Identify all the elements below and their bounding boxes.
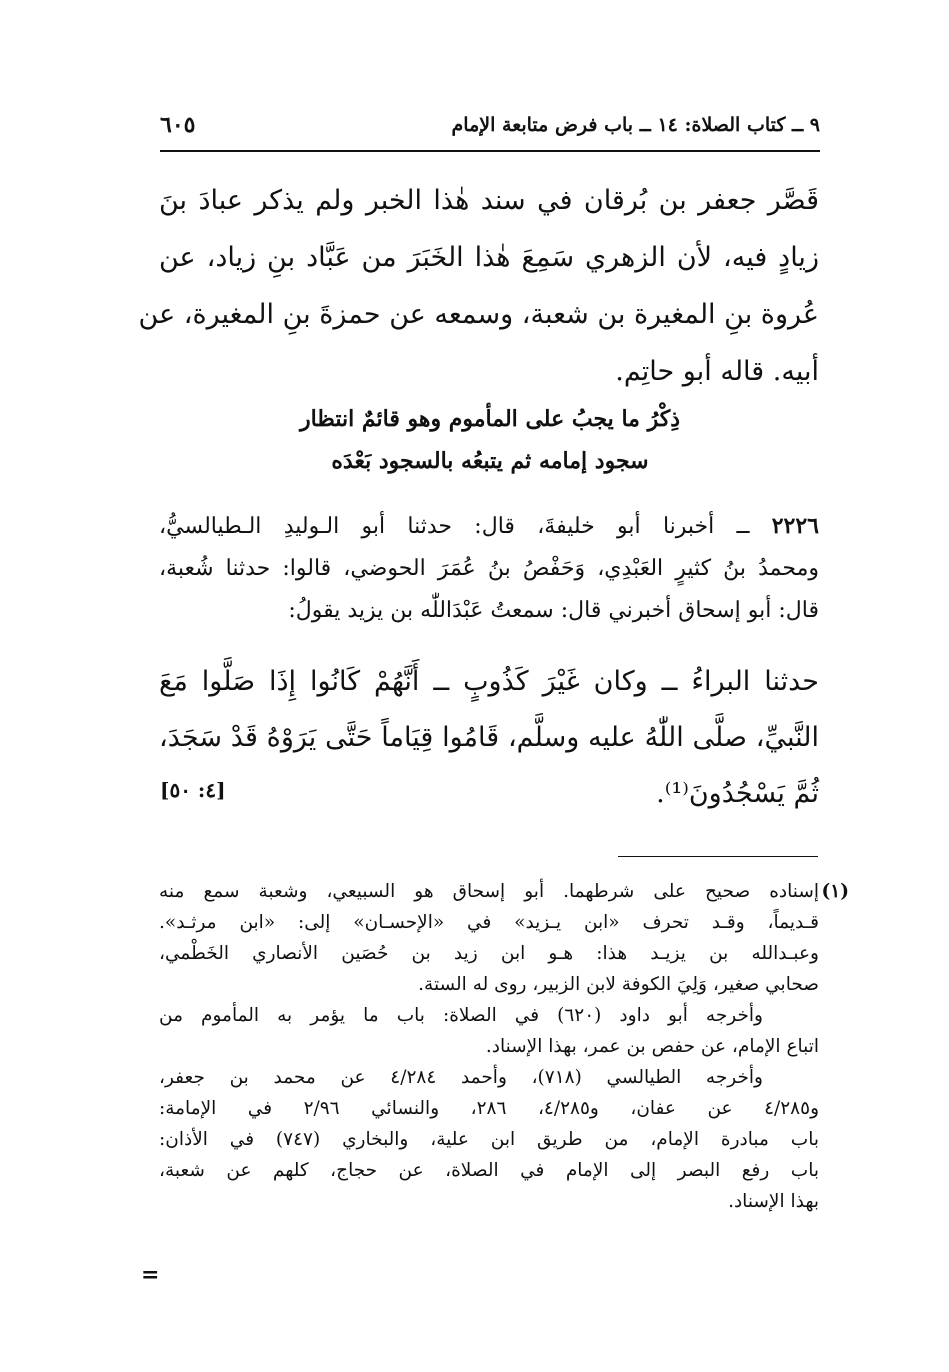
hadith-reference: [٤: ٥٠]: [160, 778, 226, 802]
text-line: زيادٍ فيه، لأن الزهري سَمِعَ هٰذا الخَبَرَ من عَبَّاد بنِ زياد، عن: [159, 242, 819, 273]
text-line: حدثنا البراءُ ــ وكان غَيْرَ كَذُوبٍ ــ أَنَّهُمْ كَانُوا إِذَا صَلَّوا مَعَ: [159, 666, 819, 697]
opening-paragraph: [138, 172, 819, 400]
footnote-line: صحابي صغير، وَلِيَ الكوفة لابن الزبير، روى له الستة.: [418, 974, 819, 995]
footnote-line: [159, 876, 849, 907]
footnotes: [159, 876, 849, 1217]
isnad-text: ــ أخبرنا أبو خليفةَ، قال: حدثنا أبو الـوليدِ الـطيالسيُّ،: [159, 514, 750, 539]
text-line: ثُمَّ يَسْجُدُونَ⁽¹⁾.: [656, 778, 819, 809]
footnote-line: قـديماً، وقـد تحرف «ابن يـزيد» في «الإحسـان» إلى: «ابن مرثـد».: [159, 912, 819, 933]
footnote-line: بهذا الإسناد.: [728, 1191, 819, 1212]
page-number: ٦٠٥: [160, 112, 196, 138]
footnote-line: وأخرجه أبو داود (٦٢٠) في الصلاة: باب ما يؤمر به المأموم من: [159, 1005, 763, 1026]
chapter-heading: [160, 398, 820, 482]
footnote-line: اتباع الإمام، عن حفص بن عمر، بهذا الإسناد.: [485, 1036, 819, 1057]
text-line: أبيه. قاله أبو حاتِم.: [615, 356, 819, 387]
text-line: عُروة بنِ المغيرة بن شعبة، وسمعه عن حمزةَ بنِ المغيرة، عن: [138, 299, 819, 330]
text-line: قَصَّر جعفر بن بُرقان في سند هٰذا الخبر ولم يذكر عبادَ بنَ: [159, 185, 819, 216]
footnote-line: و٤/٢٨٥ عن عفان، و٤/٢٨٥، ٢٨٦، والنسائي ٢/٩٦ في الإمامة:: [159, 1098, 819, 1119]
text-line: قال: أبو إسحاق أخبرني قال: سمعتُ عَبْدَاللّٰه بن يزيد يقولُ:: [288, 598, 819, 623]
text-line: [159, 505, 819, 548]
hadith-number: ٢٢٢٦: [771, 513, 819, 539]
footnote-line: وعبـدالله بن يزيـد هذا: هـو ابن زيد بن حُصَين الأنصاري الخَطْمي،: [159, 943, 819, 964]
continuation-mark: =: [141, 1262, 160, 1288]
hadith-isnad: [159, 505, 819, 632]
footnote-text: إسناده صحيح على شرطهما. أبو إسحاق هو السبيعي، وشعبة سمع منه: [159, 881, 819, 902]
footnote-divider: [618, 856, 818, 857]
footnote-label: (١): [821, 881, 849, 902]
text-line: ومحمدُ بنُ كثيرٍ العَبْدِي، وَحَفْصُ بنُ عُمَرَ الحوضي، قالوا: حدثنا شُعبة،: [159, 556, 819, 581]
footnote-line: باب رفع البصر إلى الإمام في الصلاة، عن حجاج، كلهم عن شعبة،: [159, 1160, 819, 1181]
chapter-heading-line: سجود إمامه ثم يتبعُه بالسجود بَعْدَه: [331, 448, 649, 474]
running-title: ٩ ــ كتاب الصلاة: ١٤ ــ باب فرض متابعة الإمام: [451, 114, 820, 136]
footnote-line: وأخرجه الطيالسي (٧١٨)، وأحمد ٤/٢٨٤ عن محمد بن جعفر،: [159, 1067, 763, 1088]
page-header: [160, 108, 820, 152]
chapter-heading-line: ذِكْرُ ما يجبُ على المأموم وهو قائمٌ انتظار: [299, 406, 680, 432]
hadith-matn: [159, 654, 819, 822]
text-line: النَّبيِّ، صلَّى اللّٰهُ عليه وسلَّم، قَامُوا قِيَاماً حَتَّى يَرَوْهُ قَدْ سَجَدَ،: [159, 722, 819, 753]
footnote-line: باب مبادرة الإمام، من طريق ابن علية، والبخاري (٧٤٧) في الأذان:: [159, 1129, 819, 1150]
